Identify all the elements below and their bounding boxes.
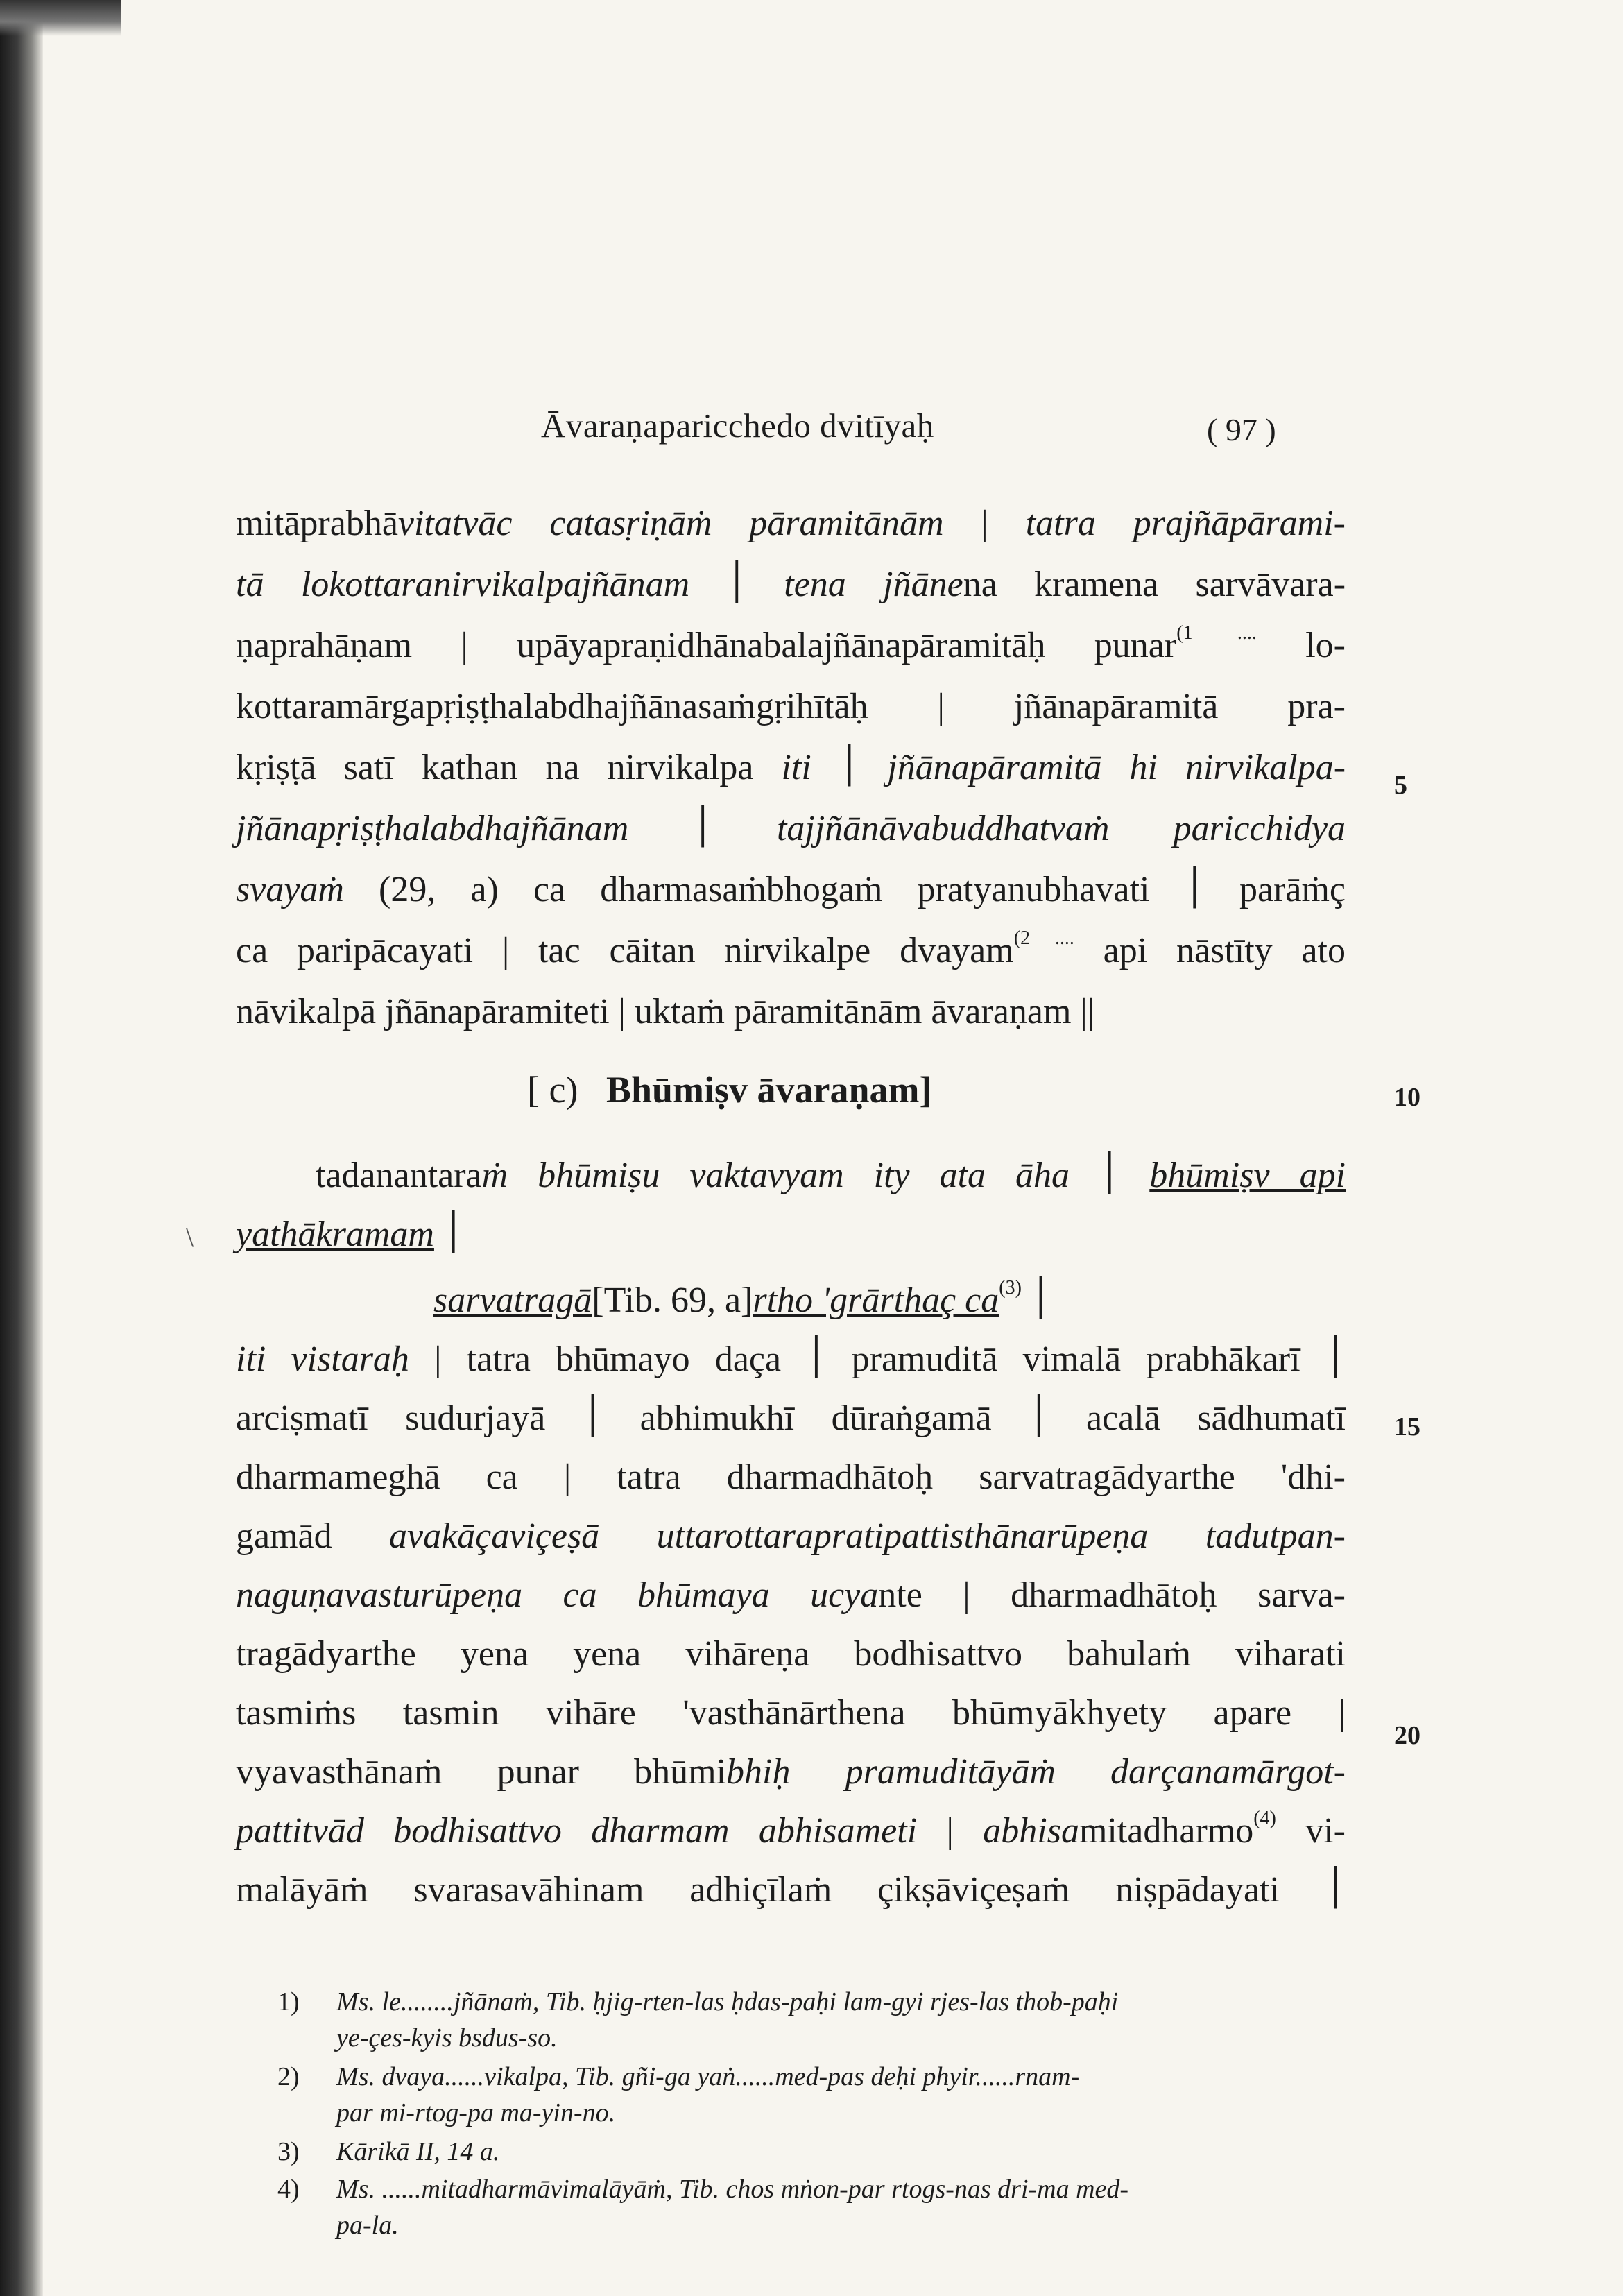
text-span: tadanantara xyxy=(316,1156,482,1195)
text-span: (2 .... xyxy=(1013,927,1074,949)
text-span: sarvatragā xyxy=(433,1280,592,1320)
text-span: vyavasthānaṁ punar bhūmi xyxy=(236,1752,727,1792)
footnote-text-continued: ye-çes-kyis bsdus-so. xyxy=(336,2023,558,2053)
text-span: ṁ bhūmiṣu vaktavyam ity ata āha xyxy=(481,1156,1070,1195)
text-span: ׀ xyxy=(689,565,784,604)
line-number: 20 xyxy=(1394,1721,1420,1750)
text-span: iti vistaraḥ xyxy=(236,1339,409,1379)
footnote-text: Kārikā II, 14 a. xyxy=(336,2137,500,2166)
footnote-text-continued: par mi-rtog-pa ma-yin-no. xyxy=(336,2098,616,2127)
text-span: mitadharmo xyxy=(1079,1811,1254,1851)
text-line xyxy=(316,1151,1346,1200)
text-span: jñānapṛiṣṭhalabdhajñānam xyxy=(236,809,629,848)
text-line xyxy=(236,1512,1346,1561)
text-line xyxy=(236,1630,1346,1679)
text-span: gamād xyxy=(236,1516,390,1556)
section-title: Bhūmiṣv āvaraṇam] xyxy=(606,1069,932,1111)
text-span: | xyxy=(917,1811,984,1851)
chapter-title: Āvaraṇaparicchedo dvitīyaḥ xyxy=(541,406,934,445)
text-span: rtho 'grārthaç ca xyxy=(753,1280,999,1320)
text-span: | tatra bhūmayo daça ׀ pramuditā vimalā prabhākarī ׀ xyxy=(409,1339,1346,1379)
text-span: nāvikalpā jñānapāramiteti | uktaṁ pāramitānām āvaraṇam || xyxy=(236,992,1095,1031)
text-span: vi- xyxy=(1276,1811,1346,1851)
scan-corner-shadow xyxy=(0,0,121,36)
text-span: tasmiṁs tasmin vihāre 'vasthānārthena bhūmyākhyety apare | xyxy=(236,1693,1346,1733)
text-line xyxy=(236,1394,1346,1443)
footnote-number: 1) xyxy=(277,1987,300,2016)
text-span: iti xyxy=(781,748,812,787)
text-span: jñānapāramitā hi nirvikalpa- xyxy=(887,748,1346,787)
text-line xyxy=(236,866,1346,914)
text-line xyxy=(236,805,1346,853)
text-span: ׀ xyxy=(1070,1156,1150,1195)
page-number: ( 97 ) xyxy=(1207,412,1276,447)
text-span: tatra prajñāpārami- xyxy=(1025,504,1346,543)
text-span: mitāprabhā xyxy=(236,504,398,543)
text-span: kṛiṣṭā satī kathan na nirvikalpa xyxy=(236,748,782,787)
text-span: ׀ xyxy=(628,809,777,848)
text-span: (29, a) ca dharmasaṁbhogaṁ pratyanubhavati ׀ parāṁç xyxy=(343,870,1346,909)
text-span: lo- xyxy=(1256,626,1346,665)
section-label: [ c) xyxy=(527,1069,578,1111)
text-span: yathākramam xyxy=(236,1215,434,1254)
footnote-text: Ms. dvaya......vikalpa, Tib. gñi-ga yaṅ......med-pas deḥi phyir......rnam- xyxy=(336,2062,1080,2091)
text-span: (4) xyxy=(1253,1808,1276,1829)
footnote-number: 4) xyxy=(277,2175,300,2204)
line-number: 5 xyxy=(1394,771,1407,800)
text-span: nte | dharmadhātoḥ sarva- xyxy=(878,1575,1346,1615)
text-line xyxy=(236,1748,1346,1797)
margin-mark: \ xyxy=(186,1222,194,1253)
text-line xyxy=(433,1276,1127,1330)
text-span: (1 .... xyxy=(1176,622,1257,644)
text-span: vitatvāc catasṛiṇāṁ pāramitānām xyxy=(397,504,944,543)
text-span: bhūmiṣv api xyxy=(1149,1156,1346,1195)
text-line xyxy=(236,1866,1346,1914)
line-number: 10 xyxy=(1394,1083,1420,1112)
text-span: na kramena sarvāvara- xyxy=(963,565,1346,604)
text-span: | xyxy=(943,504,1026,543)
text-span: abhisa xyxy=(983,1811,1079,1851)
text-span: ca paripācayati | tac cāitan nirvikalpe dvayam xyxy=(236,931,1014,970)
text-line xyxy=(236,683,1346,731)
text-span: (3) xyxy=(999,1277,1022,1299)
text-span: ׀ xyxy=(433,1215,464,1254)
text-span: pattitvād bodhisattvo dharmam abhisameti xyxy=(236,1811,918,1851)
text-line xyxy=(236,1689,1346,1738)
section-heading xyxy=(527,1068,931,1111)
text-line xyxy=(236,499,1346,548)
book-binding-shadow xyxy=(0,0,43,2296)
footnote-text: Ms. ......mitadharmāvimalāyāṁ, Tib. chos mṅon-par rtogs-nas dri-ma med- xyxy=(336,2175,1129,2204)
text-span: [Tib. 69, a] xyxy=(592,1280,753,1320)
footnote-text: Ms. le........jñānaṁ, Tib. ḥjig-rten-las ḥdas-paḥi lam-gyi rjes-las thob-paḥi xyxy=(336,1987,1119,2016)
line-number: 15 xyxy=(1394,1412,1420,1441)
footnote xyxy=(277,2171,1346,2247)
text-line xyxy=(236,927,1346,981)
running-header xyxy=(0,406,1623,461)
text-span: kottaramārgapṛiṣṭhalabdhajñānasaṁgṛihītāḥ | jñānapāramitā pra- xyxy=(236,687,1346,726)
text-span: api nāstīty ato xyxy=(1074,931,1346,970)
footnote-text-continued: pa-la. xyxy=(336,2211,399,2240)
text-line xyxy=(236,560,1346,609)
footnote-number: 2) xyxy=(277,2062,300,2091)
text-span: naguṇavasturūpeṇa ca bhūmaya ucya xyxy=(236,1575,879,1615)
text-span: tā lokottaranirvikalpajñānam xyxy=(236,565,690,604)
text-span: bhiḥ pramuditāyāṁ darçanamārgot- xyxy=(726,1752,1346,1792)
text-span: ṇaprahāṇam | upāyapraṇidhānabalajñānapāramitāḥ punar xyxy=(236,626,1177,665)
text-span: avakāçaviçeṣā uttarottarapratipattisthānarūpeṇa tadutpan- xyxy=(389,1516,1346,1556)
text-span: ׀ xyxy=(811,748,888,787)
text-span: arciṣmatī sudurjayā ׀ abhimukhī dūraṅgamā ׀ acalā sādhumatī xyxy=(236,1398,1346,1438)
text-span: tena jñāne xyxy=(784,565,963,604)
text-span: tragādyarthe yena yena vihāreṇa bodhisattvo bahulaṁ viharati xyxy=(236,1634,1346,1674)
footnote-number: 3) xyxy=(277,2137,300,2166)
footnote xyxy=(277,1984,1346,2060)
text-line xyxy=(236,1807,1346,1861)
text-line xyxy=(236,744,1346,792)
text-span: svayaṁ xyxy=(236,870,344,909)
text-span: dharmameghā ca | tatra dharmadhātoḥ sarvatragādyarthe 'dhi- xyxy=(236,1457,1346,1497)
text-line xyxy=(236,1571,1346,1620)
footnote xyxy=(277,2059,1346,2135)
text-line xyxy=(236,1453,1346,1502)
text-span: tajjñānāvabuddhatvaṁ paricchidya xyxy=(776,809,1346,848)
text-line xyxy=(236,988,1346,1036)
text-span: ׀ xyxy=(1021,1280,1051,1320)
text-line xyxy=(236,1335,1346,1384)
text-line xyxy=(236,1210,1346,1259)
text-line xyxy=(236,622,1346,676)
text-span: malāyāṁ svarasavāhinam adhiçīlaṁ çikṣāviçeṣaṁ niṣpādayati ׀ xyxy=(236,1870,1346,1910)
